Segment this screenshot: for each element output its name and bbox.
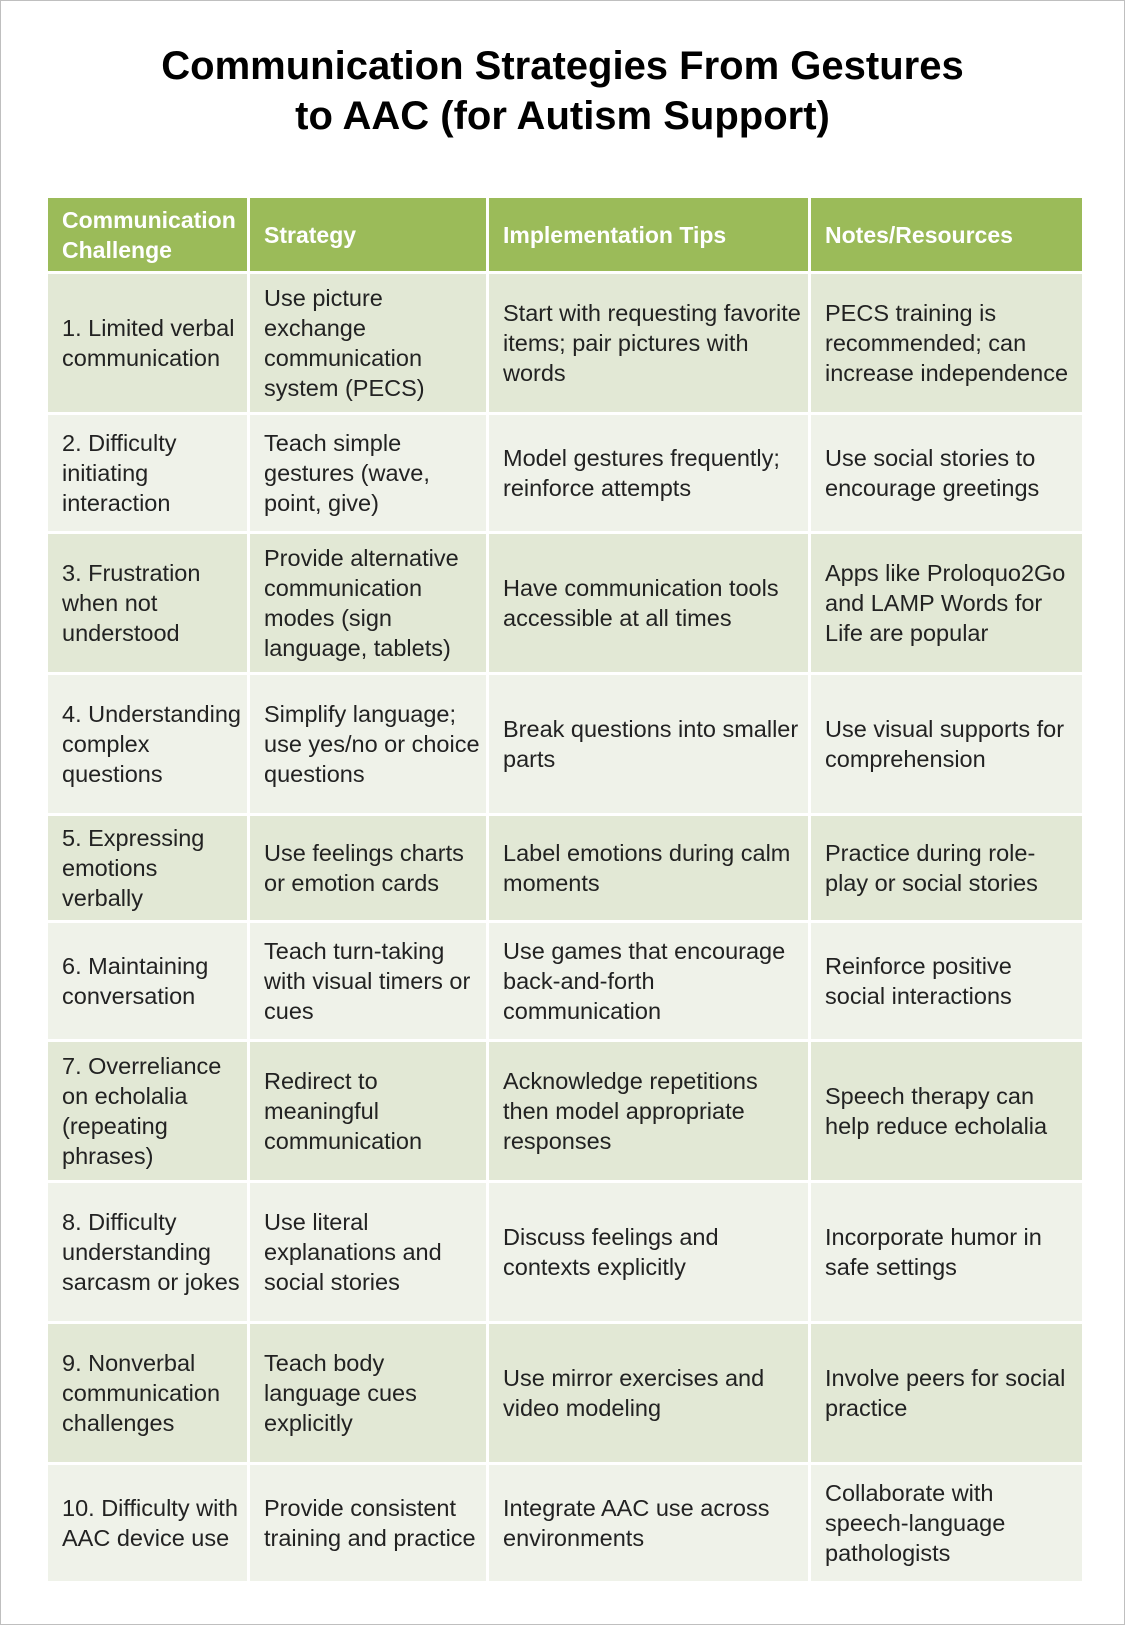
cell-challenge: 9. Nonverbal communication challenges: [48, 1324, 247, 1462]
cell-tips: Acknowledge repetitions then model appropriate responses: [489, 1042, 808, 1180]
cell-notes: Incorporate humor in safe settings: [811, 1183, 1082, 1321]
cell-tips: Use games that encourage back-and-forth communication: [489, 923, 808, 1039]
table-header: [48, 198, 1082, 271]
cell-tips: Label emotions during calm moments: [489, 816, 808, 920]
cell-challenge: 1. Limited verbal communication: [48, 274, 247, 412]
table-row: [48, 675, 1082, 813]
table-row: [48, 1465, 1082, 1581]
page-title: [1, 41, 1124, 141]
header-communication-challenge: Communication Challenge: [48, 198, 247, 271]
strategies-table: [45, 195, 1085, 1584]
cell-challenge: 8. Difficulty understanding sarcasm or jokes: [48, 1183, 247, 1321]
cell-strategy: Teach simple gestures (wave, point, give): [250, 415, 486, 531]
cell-strategy: Provide alternative communication modes (sign language, tablets): [250, 534, 486, 672]
header-row: [48, 198, 1082, 271]
cell-notes: Apps like Proloquo2Go and LAMP Words for Life are popular: [811, 534, 1082, 672]
cell-tips: Start with requesting favorite items; pair pictures with words: [489, 274, 808, 412]
table-row: [48, 1042, 1082, 1180]
cell-notes: Use social stories to encourage greetings: [811, 415, 1082, 531]
cell-challenge: 4. Understanding complex questions: [48, 675, 247, 813]
cell-strategy: Use picture exchange communication system (PECS): [250, 274, 486, 412]
cell-tips: Have communication tools accessible at all times: [489, 534, 808, 672]
cell-strategy: Provide consistent training and practice: [250, 1465, 486, 1581]
cell-strategy: Simplify language; use yes/no or choice questions: [250, 675, 486, 813]
header-strategy: Strategy: [250, 198, 486, 271]
cell-tips: Discuss feelings and contexts explicitly: [489, 1183, 808, 1321]
table-row: [48, 415, 1082, 531]
cell-tips: Model gestures frequently; reinforce attempts: [489, 415, 808, 531]
cell-challenge: 6. Maintaining conversation: [48, 923, 247, 1039]
header-implementation-tips: Implementation Tips: [489, 198, 808, 271]
cell-challenge: 10. Difficulty with AAC device use: [48, 1465, 247, 1581]
cell-notes: PECS training is recommended; can increase independence: [811, 274, 1082, 412]
cell-challenge: 5. Expressing emotions verbally: [48, 816, 247, 920]
cell-notes: Practice during role-play or social stories: [811, 816, 1082, 920]
table-row: [48, 1324, 1082, 1462]
title-line-1: Communication Strategies From Gestures: [161, 44, 964, 88]
cell-strategy: Teach turn-taking with visual timers or cues: [250, 923, 486, 1039]
cell-challenge: 7. Overreliance on echolalia (repeating phrases): [48, 1042, 247, 1180]
cell-strategy: Redirect to meaningful communication: [250, 1042, 486, 1180]
cell-notes: Collaborate with speech-language pathologists: [811, 1465, 1082, 1581]
cell-challenge: 3. Frustration when not understood: [48, 534, 247, 672]
cell-notes: Use visual supports for comprehension: [811, 675, 1082, 813]
table-row: [48, 816, 1082, 920]
cell-notes: Speech therapy can help reduce echolalia: [811, 1042, 1082, 1180]
cell-strategy: Teach body language cues explicitly: [250, 1324, 486, 1462]
table-row: [48, 274, 1082, 412]
table-body: [48, 274, 1082, 1581]
cell-notes: Involve peers for social practice: [811, 1324, 1082, 1462]
cell-tips: Break questions into smaller parts: [489, 675, 808, 813]
table-row: [48, 1183, 1082, 1321]
cell-tips: Integrate AAC use across environments: [489, 1465, 808, 1581]
cell-notes: Reinforce positive social interactions: [811, 923, 1082, 1039]
header-notes-resources: Notes/Resources: [811, 198, 1082, 271]
cell-challenge: 2. Difficulty initiating interaction: [48, 415, 247, 531]
table-row: [48, 923, 1082, 1039]
cell-tips: Use mirror exercises and video modeling: [489, 1324, 808, 1462]
cell-strategy: Use literal explanations and social stories: [250, 1183, 486, 1321]
title-line-2: to AAC (for Autism Support): [295, 94, 830, 138]
table-row: [48, 534, 1082, 672]
cell-strategy: Use feelings charts or emotion cards: [250, 816, 486, 920]
